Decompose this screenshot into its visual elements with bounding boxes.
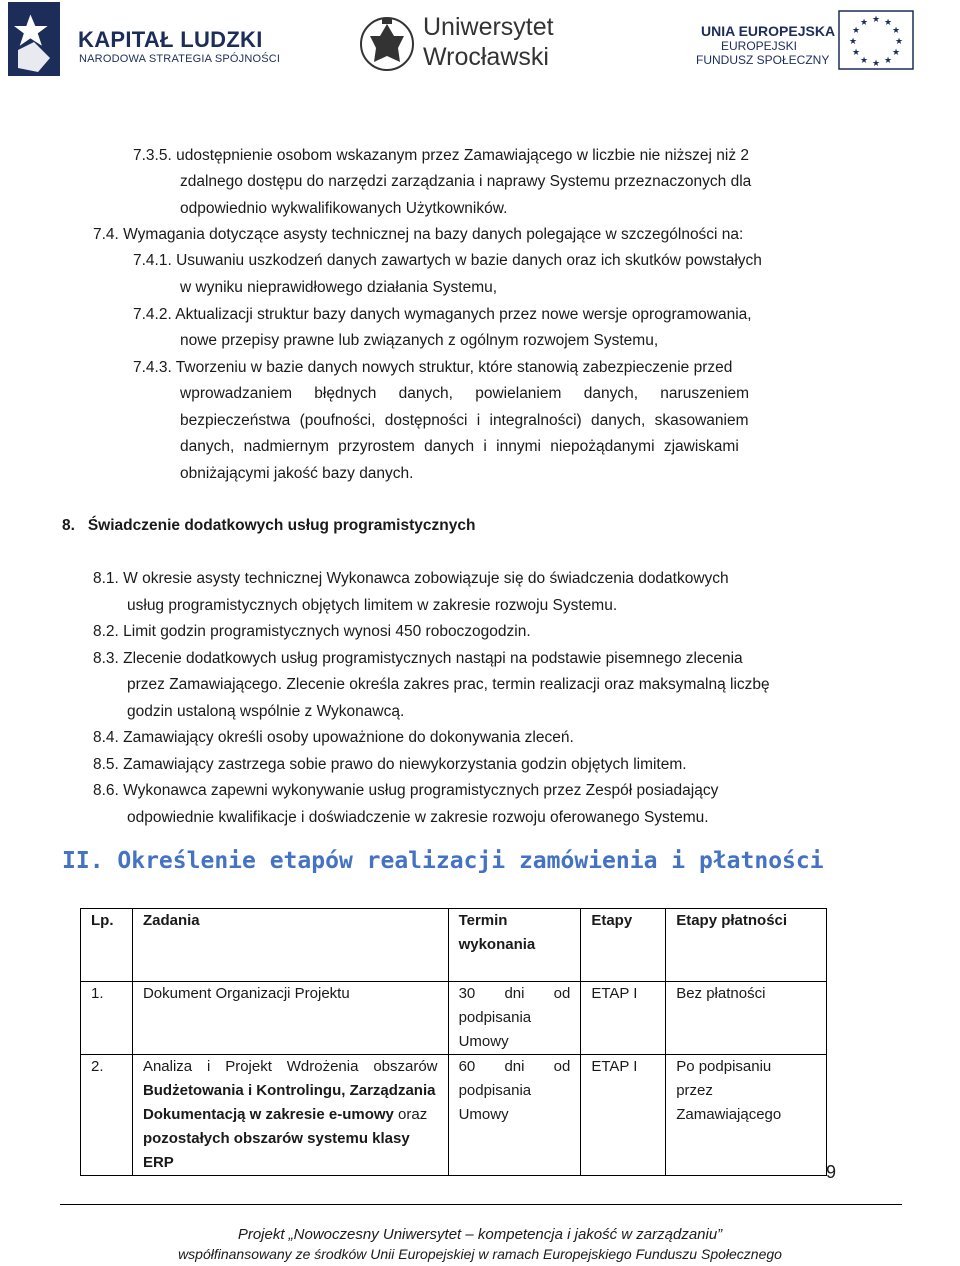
university-name-line2: Wrocławski: [423, 43, 549, 71]
section-heading-ii: II. Określenie etapów realizacji zamówienia i płatności: [62, 848, 824, 874]
section-8-title: 8. Świadczenie dodatkowych usług programistycznych: [62, 517, 476, 534]
row2-zadania-line4: pozostałych obszarów systemu klasy ERP: [142, 1130, 410, 1171]
row2-termin: [448, 1055, 581, 1176]
row1-platnosci: Bez płatności: [666, 982, 827, 1055]
page-number: 9: [826, 1162, 837, 1182]
para-8-3-line1: 8.3. Zlecenie dodatkowych usług programistycznych nastąpi na podstawie pisemnego zlecenia: [93, 650, 743, 667]
university-name-line1: Uniwersytet: [423, 13, 554, 41]
svg-text:★: ★: [883, 18, 893, 28]
university-crest-icon: [360, 14, 414, 74]
para-7-4-3-line3: bezpieczeństwa (poufności, dostępności i integralności) danych, skasowaniem: [180, 412, 749, 429]
para-7-3-5-line1: [133, 143, 838, 170]
zadania-word: Analiza: [142, 1058, 193, 1075]
table-header-row: [81, 909, 827, 982]
footer-funding-line: współfinansowany ze środków Unii Europejskiej w ramach Europejskiego Funduszu Społecznego: [178, 1246, 782, 1262]
svg-text:★: ★: [851, 26, 861, 36]
svg-text:★: ★: [859, 18, 869, 28]
para-8-2: 8.2. Limit godzin programistycznych wynosi 450 roboczogodzin.: [93, 623, 531, 640]
eu-fund-line1: EUROPEJSKI: [721, 39, 798, 53]
para-7-3-5-line2: [180, 169, 838, 196]
header-etapy: Etapy: [581, 909, 666, 982]
row1-etapy: ETAP I: [581, 982, 666, 1055]
footer-divider: [60, 1204, 902, 1205]
para-7-4-3-line1: 7.4.3. Tworzeniu w bazie danych nowych struktur, które stanowią zabezpieczenie przed: [133, 359, 733, 376]
header-zadania: Zadania: [132, 909, 448, 982]
zadania-text: oraz: [393, 1106, 428, 1123]
kapital-ludzki-logo-icon: [8, 2, 60, 76]
para-8-6-line1: 8.6. Wykonawca zapewni wykonywanie usług programistycznych przez Zespół posiadający: [93, 782, 719, 799]
table-row: [81, 1055, 827, 1176]
svg-text:★: ★: [871, 15, 881, 25]
row2-platnosci-line3: Zamawiającego: [676, 1106, 782, 1123]
row2-platnosci: [666, 1055, 827, 1176]
para-8-5: 8.5. Zamawiający zastrzega sobie prawo do niewykorzystania godzin objętych limitem.: [93, 756, 687, 773]
para-7-4: 7.4. Wymagania dotyczące asysty technicznej na bazy danych polegające w szczególności na:: [93, 226, 744, 243]
kapital-ludzki-subtitle: NARODOWA STRATEGIA SPÓJNOŚCI: [79, 53, 281, 65]
para-7-4-3-line2: wprowadzaniem błędnych danych, powielaniem danych, naruszeniem: [180, 385, 750, 402]
termin-word: 30: [458, 985, 476, 1002]
zadania-word: i: [207, 1058, 211, 1075]
svg-text:★: ★: [851, 48, 861, 58]
row2-platnosci-line1: Po podpisaniu: [676, 1058, 772, 1075]
text-line: zdalnego dostępu do narzędzi zarządzania i naprawy Systemu przeznaczonych dla: [180, 173, 752, 190]
row1-termin-line1: [459, 982, 571, 1006]
row2-zadania-line2: Budżetowania i Kontrolingu, Zarządzania: [142, 1082, 436, 1099]
text-line: 7.3.5. udostępnienie osobom wskazanym przez Zamawiającego w liczbie nie niższej niż 2: [133, 147, 750, 164]
para-7-4-1-line2: w wyniku nieprawidłowego działania Systemu,: [180, 279, 498, 296]
para-7-3-5-line3: odpowiednio wykwalifikowanych Użytkowników.: [180, 200, 508, 217]
para-8-4: 8.4. Zamawiający określi osoby upoważnione do dokonywania zleceń.: [93, 729, 574, 746]
zadania-word: Wdrożenia: [286, 1058, 359, 1075]
svg-text:★: ★: [891, 26, 901, 36]
para-8-1-line2: usług programistycznych objętych limitem w zakresie rozwoju Systemu.: [127, 597, 618, 614]
stages-table: [80, 908, 827, 1176]
svg-text:★: ★: [859, 56, 869, 66]
justified-line: [133, 143, 838, 170]
para-8-1-line1: 8.1. W okresie asysty technicznej Wykonawca zobowiązuje się do świadczenia dodatkowych: [93, 570, 729, 587]
para-7-4-3-line4: danych, nadmiernym przyrostem danych i innymi niepożądanymi zjawiskami: [180, 438, 739, 455]
para-7-4-1-line1: 7.4.1. Usuwaniu uszkodzeń danych zawartych w bazie danych oraz ich skutków powstałych: [133, 252, 762, 269]
termin-word: dni: [504, 985, 525, 1002]
termin-word: dni: [504, 1058, 525, 1075]
row2-zadania-line1: [143, 1055, 438, 1079]
row2-zadania: [132, 1055, 448, 1176]
eu-fund-line2: FUNDUSZ SPOŁECZNY: [696, 53, 830, 67]
row1-lp: 1.: [81, 982, 133, 1055]
header-etapy-platnosci: Etapy płatności: [666, 909, 827, 982]
table-row: [81, 982, 827, 1055]
svg-text:★: ★: [871, 59, 881, 69]
zadania-bold-text: Dokumentacją w zakresie e-umowy: [142, 1106, 394, 1123]
svg-text:★: ★: [848, 37, 858, 47]
para-8-3-line3: godzin ustaloną wspólnie z Wykonawcą.: [127, 703, 405, 720]
row2-termin-line3: Umowy: [458, 1106, 509, 1123]
row2-etapy: ETAP I: [581, 1055, 666, 1176]
eu-title: UNIA EUROPEJSKA: [701, 23, 836, 39]
row2-termin-line2: podpisania: [458, 1082, 532, 1099]
row2-termin-line1: [459, 1055, 571, 1079]
para-7-4-2-line1: 7.4.2. Aktualizacji struktur bazy danych wymaganych przez nowe wersje oprogramowania,: [133, 306, 752, 323]
termin-word: 60: [458, 1058, 476, 1075]
eu-flag-icon: [838, 10, 914, 70]
termin-word: od: [553, 1058, 571, 1075]
footer-project-line: Projekt „Nowoczesny Uniwersytet – kompetencja i jakość w zarządzaniu”: [237, 1226, 723, 1243]
header-termin: Termin wykonania: [448, 909, 581, 982]
row1-termin-line3: Umowy: [458, 1033, 509, 1050]
para-8-3-line2: przez Zamawiającego. Zlecenie określa zakres prac, termin realizacji oraz maksymalną liczbę: [127, 676, 770, 693]
zadania-word: obszarów: [373, 1058, 438, 1075]
svg-text:★: ★: [894, 37, 904, 47]
para-8-6-line2: odpowiednie kwalifikacje i doświadczenie w zakresie rozwoju oferowanego Systemu.: [127, 809, 709, 826]
header-lp: Lp.: [81, 909, 133, 982]
row1-zadania: Dokument Organizacji Projektu: [132, 982, 448, 1055]
row1-termin-line2: podpisania: [458, 1009, 532, 1026]
row2-platnosci-line2: przez: [676, 1082, 713, 1099]
svg-text:★: ★: [891, 48, 901, 58]
kapital-ludzki-title: KAPITAŁ LUDZKI: [78, 27, 263, 52]
termin-word: od: [553, 985, 571, 1002]
para-7-4-2-line2: nowe przepisy prawne lub związanych z ogólnym rozwojem Systemu,: [180, 332, 659, 349]
row2-lp: 2.: [81, 1055, 133, 1176]
zadania-word: Projekt: [225, 1058, 272, 1075]
svg-text:★: ★: [883, 56, 893, 66]
row2-zadania-line3: [143, 1103, 438, 1127]
para-7-4-3-line5: obniżającymi jakość bazy danych.: [180, 465, 414, 482]
row1-termin: [448, 982, 581, 1055]
